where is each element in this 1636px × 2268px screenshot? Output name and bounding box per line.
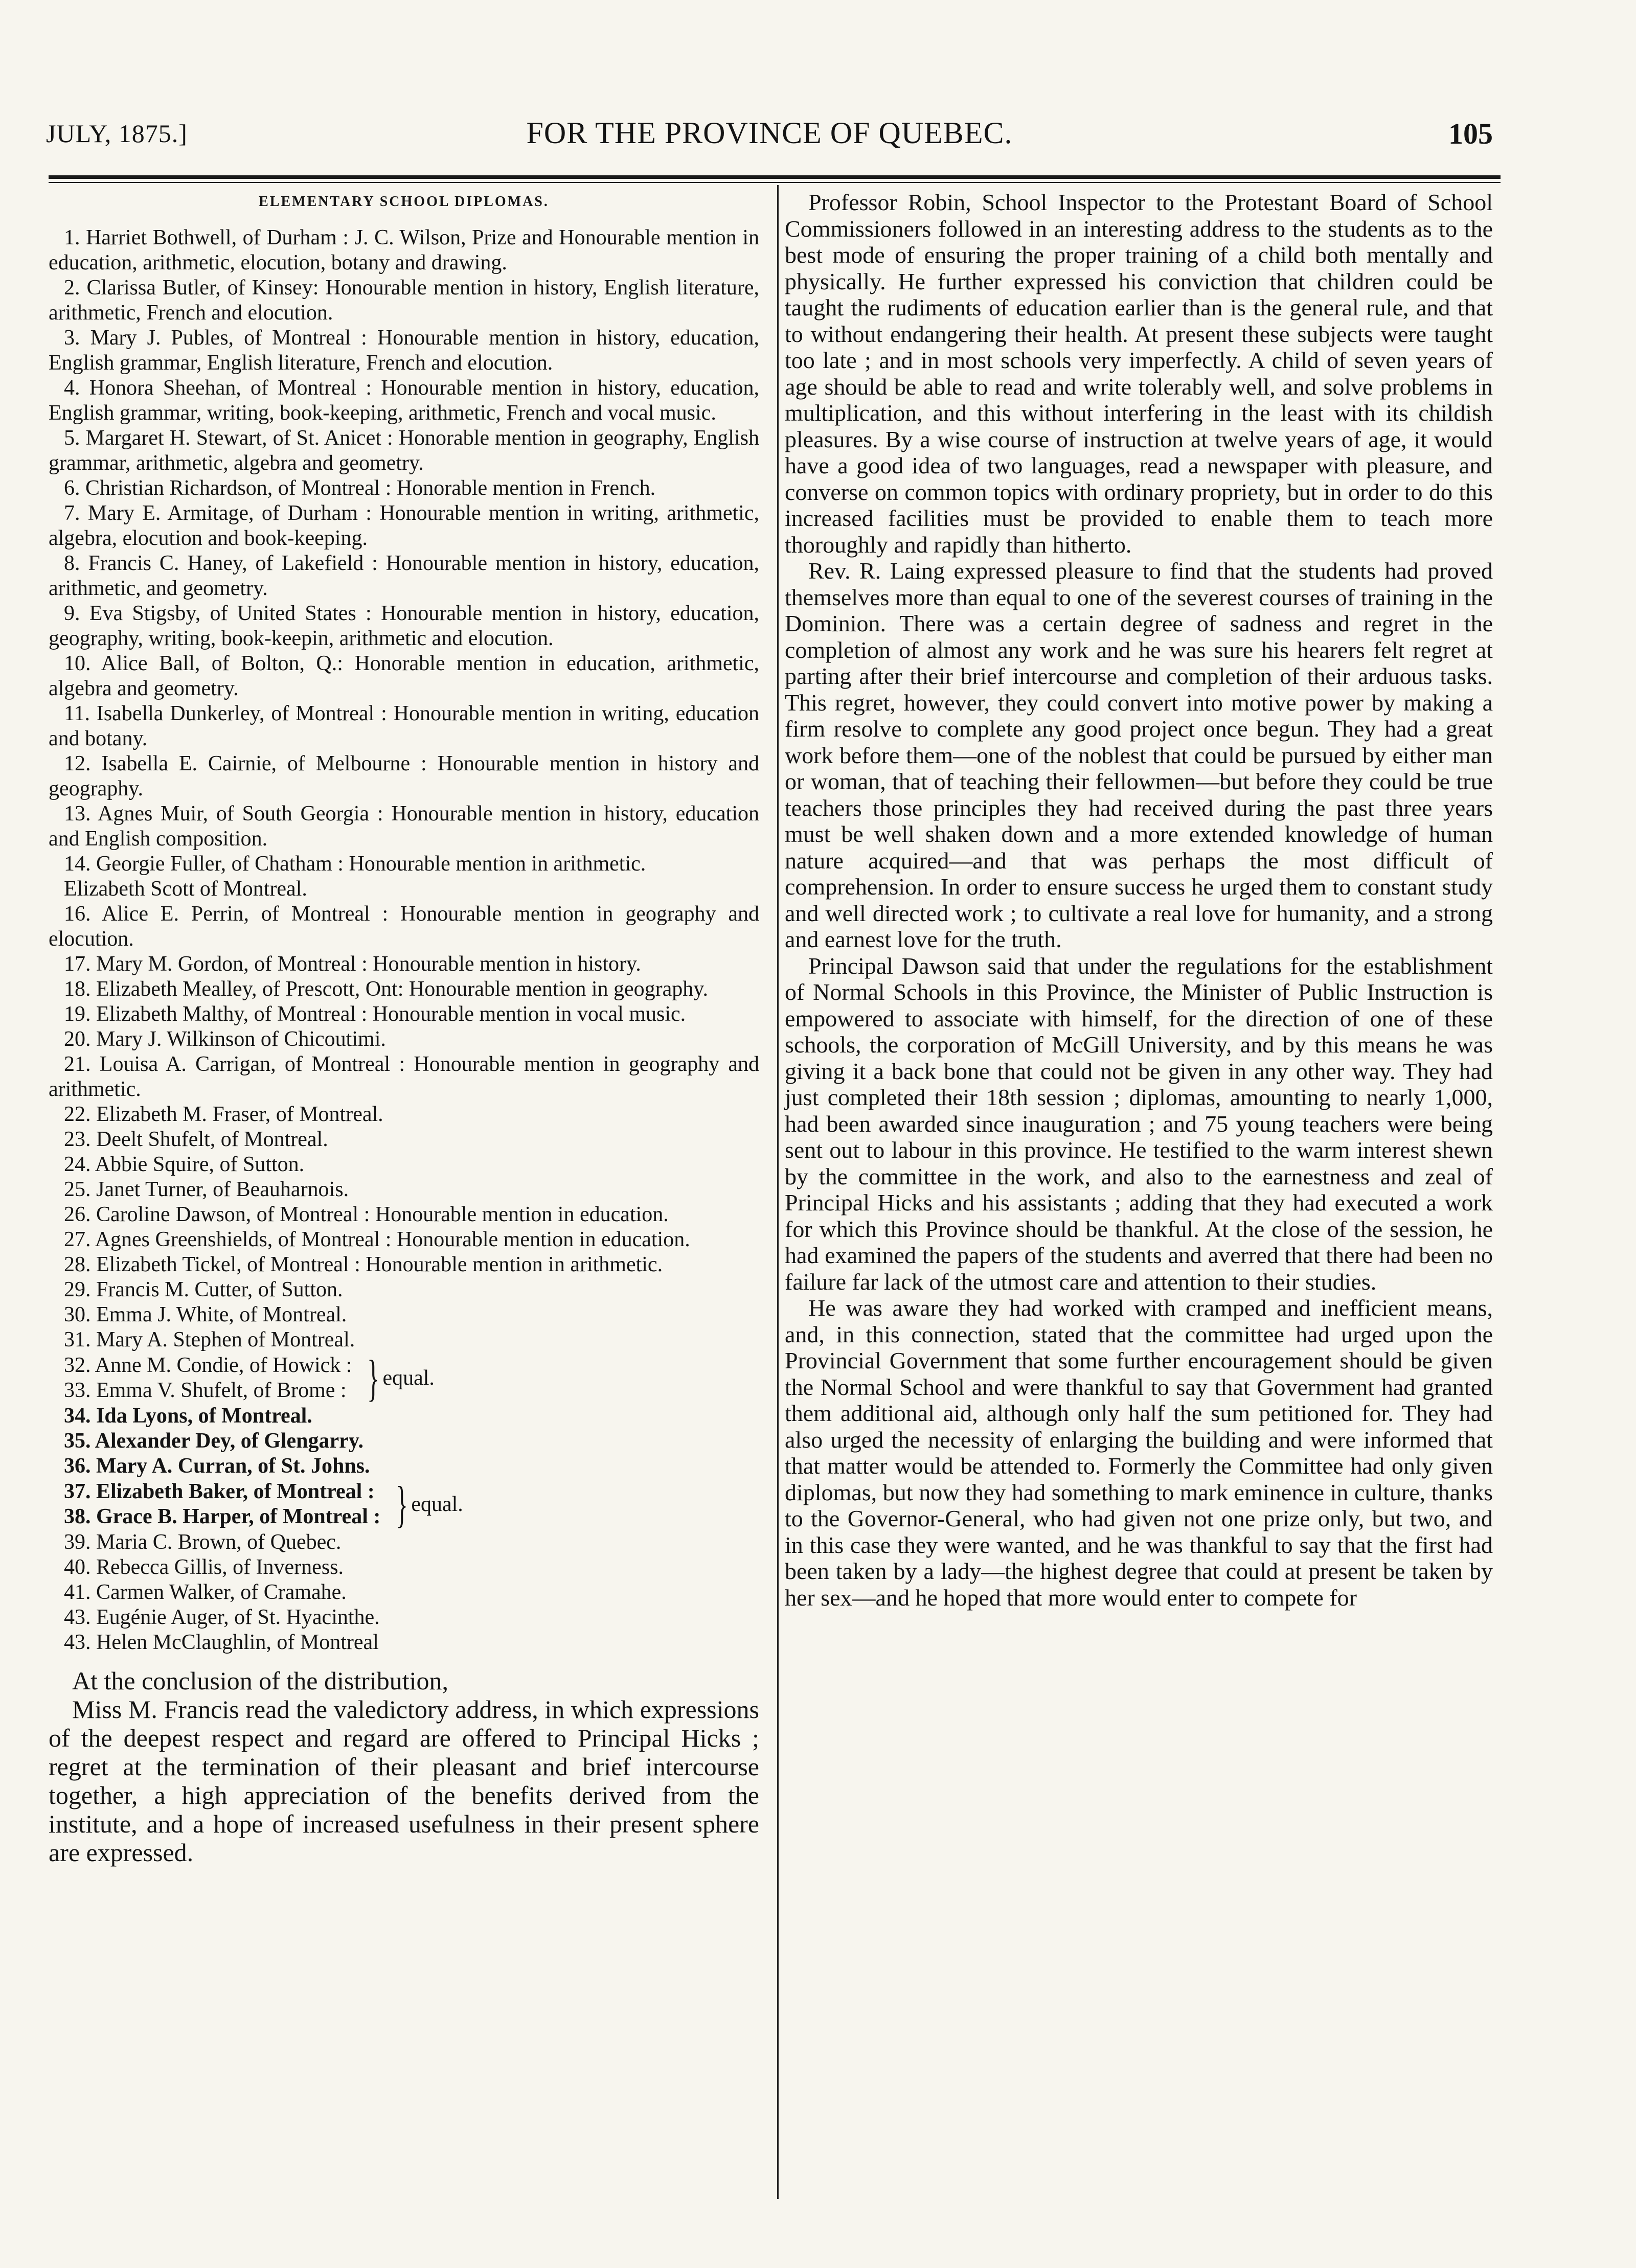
diploma-entry: 8. Francis C. Haney, of Lakefield : Honourable mention in history, education, arithmetic, and geometry. (49, 552, 759, 600)
header-rule-thin (49, 182, 1501, 183)
brace-icon: } (396, 1476, 408, 1532)
diploma-entry: 20. Mary J. Wilkinson of Chicoutimi. (64, 1027, 386, 1051)
diploma-entry: 33. Emma V. Shufelt, of Brome : (64, 1379, 347, 1402)
page-header (46, 113, 1493, 154)
diploma-entry: 19. Elizabeth Malthy, of Montreal : Honourable mention in vocal music. (64, 1002, 686, 1026)
diploma-entry: 6. Christian Richardson, of Montreal : Honorable mention in French. (64, 476, 656, 500)
report-paragraphs (785, 189, 1493, 1611)
page-number: 105 (1448, 117, 1493, 150)
valedictory-paragraph: Miss M. Francis read the valedictory address, in which expressions of the deepest respect and regard are offered to Principal Hicks ; regret at the termination of their pleasant and brief intercourse together, a high appreciation of the benefits derived from the institute, and a hope of increased usefulness in their present sphere are expressed. (49, 1695, 759, 1867)
diploma-entry: 40. Rebecca Gillis, of Inverness. (64, 1555, 344, 1579)
diploma-entry: 36. Mary A. Curran, of St. Johns. (64, 1454, 370, 1478)
diploma-entry: 30. Emma J. White, of Montreal. (64, 1303, 347, 1326)
diploma-entry: 41. Carmen Walker, of Cramahe. (64, 1580, 347, 1604)
header-rule-thick (49, 175, 1501, 179)
diploma-entry: 24. Abbie Squire, of Sutton. (64, 1153, 305, 1176)
diploma-list (49, 225, 759, 1353)
diploma-entry: 43. Eugénie Auger, of St. Hyacinthe. (64, 1606, 380, 1629)
left-column (49, 189, 759, 1867)
diploma-entry: 26. Caroline Dawson, of Montreal : Honourable mention in education. (64, 1203, 669, 1226)
equal-group-2 (49, 1476, 759, 1532)
diploma-entry: 7. Mary E. Armitage, of Durham : Honourable mention in writing, arithmetic, algebra, elocution and book-keeping. (49, 501, 759, 550)
issue-date: JULY, 1875.] (46, 119, 188, 148)
report-paragraph: Rev. R. Laing expressed pleasure to find that the students had proved themselves more than equal to one of the severest courses of training in the Dominion. There was a certain degree of sadness and regret in the completion of almost any work and he was sure his hearers felt regret at parting after their brief intercourse and completion of their arduous tasks. This regret, however, they could convert into motive power by making a firm resolve to complete any good project once begun. They had a great work before them—one of the noblest that could be pursued by either man or woman, that of teaching their fellowmen—but before they could be true teachers those principles they had received during the past three years must be well shaken down and a more extended knowledge of human nature acquired—and that was perhaps the most difficult of comprehension. In order to ensure success he urged them to constant study and well directed work ; to cultivate a real love for humanity, and a strong and earnest love for the truth. (785, 558, 1493, 952)
diploma-entry: 43. Helen McClaughlin, of Montreal (64, 1631, 379, 1654)
diploma-entry: 31. Mary A. Stephen of Montreal. (64, 1328, 355, 1351)
diploma-entry: 2. Clarissa Butler, of Kinsey: Honourable mention in history, English literature, arithmetic, French and elocution. (49, 276, 759, 325)
diploma-entry: 5. Margaret H. Stewart, of St. Anicet : Honorable mention in geography, English grammar, arithmetic, algebra and geometry. (49, 426, 759, 475)
diploma-entry: 22. Elizabeth M. Fraser, of Montreal. (64, 1103, 383, 1126)
diploma-entry: 11. Isabella Dunkerley, of Montreal : Honourable mention in writing, education and botany. (49, 702, 759, 750)
diploma-entry: 38. Grace B. Harper, of Montreal : (64, 1505, 381, 1528)
diploma-entry: 23. Deelt Shufelt, of Montreal. (64, 1128, 328, 1151)
diploma-entry: 37. Elizabeth Baker, of Montreal : (64, 1480, 375, 1503)
diploma-entry: 32. Anne M. Condie, of Howick : (64, 1354, 352, 1377)
diploma-entry: 9. Eva Stigsby, of United States : Honourable mention in history, education, geography, writing, book-keepin, arithmetic and elocution. (49, 602, 759, 650)
diploma-entry: 10. Alice Ball, of Bolton, Q.: Honorable mention in education, arithmetic, algebra and geometry. (49, 652, 759, 700)
running-title: FOR THE PROVINCE OF QUEBEC. (526, 116, 1013, 150)
diploma-entry: 21. Louisa A. Carrigan, of Montreal : Honourable mention in geography and arithmetic. (49, 1052, 759, 1101)
diploma-entry: 1. Harriet Bothwell, of Durham : J. C. Wilson, Prize and Honourable mention in education, arithmetic, elocution, botany and drawing. (49, 226, 759, 274)
equal-label: equal. (382, 1366, 435, 1390)
diploma-entry: 17. Mary M. Gordon, of Montreal : Honourable mention in history. (64, 952, 641, 976)
diploma-entry: Elizabeth Scott of Montreal. (64, 877, 307, 901)
brace-icon: } (367, 1349, 380, 1406)
diploma-entry: 35. Alexander Dey, of Glengarry. (64, 1429, 364, 1453)
column-divider (777, 185, 779, 2199)
diploma-list-end (49, 1530, 759, 1655)
diploma-entry: 39. Maria C. Brown, of Quebec. (64, 1530, 342, 1554)
diploma-entry: 28. Elizabeth Tickel, of Montreal : Honourable mention in arithmetic. (64, 1253, 663, 1276)
report-paragraph: Professor Robin, School Inspector to the Protestant Board of School Commissioners followed in an interesting address to the students as to the best mode of ensuring the proper training of a child both mentally and physically. He further expressed his conviction that children could be taught the rudiments of education earlier than is the general rule, and that to without endangering their health. At present these subjects were taught too late ; and in most schools very imperfectly. A child of seven years of age should be able to read and write tolerably well, and solve problems in multiplication, and this without interfering in the least with its childish pleasures. By a wise course of instruction at twelve years of age, it would have a good idea of two languages, read a newspaper with pleasure, and converse on common topics with ordinary propriety, but in order to do this increased facilities must be provided to enable them to teach more thoroughly and rapidly than hitherto. (785, 189, 1493, 558)
diploma-list-mid (49, 1404, 759, 1479)
report-paragraph: He was aware they had worked with cramped and inefficient means, and, in this connection, stated that the committee had urged upon the Provincial Government that some further encouragement should be given the Normal School and were thankful to say that Government had granted them additional aid, although only half the sum petitioned for. They had also urged the necessity of enlarging the building and were informed that that matter would be attended to. Formerly the Committee had only given diplomas, but now they had something to mark eminence in culture, thanks to the Governor-General, who had given not one prize only, but two, and in this case they were wanted, and he was thankful to say that the first had been taken by a lady—the highest degree that could at present be taken by her sex—and he hoped that more would enter to compete for (785, 1295, 1493, 1611)
diploma-entry: 3. Mary J. Publes, of Montreal : Honourable mention in history, education, English grammar, English literature, French and elocution. (49, 326, 759, 375)
diploma-entry: 29. Francis M. Cutter, of Sutton. (64, 1278, 343, 1301)
diploma-entry: 14. Georgie Fuller, of Chatham : Honourable mention in arithmetic. (64, 852, 646, 876)
diploma-entry: 34. Ida Lyons, of Montreal. (64, 1404, 312, 1428)
conclusion-block (49, 1666, 759, 1867)
conclusion-intro: At the conclusion of the distribution, (72, 1666, 449, 1695)
diploma-entry: 4. Honora Sheehan, of Montreal : Honourable mention in history, education, English grammar, writing, book-keeping, arithmetic, French and vocal music. (49, 376, 759, 425)
equal-group-1 (49, 1349, 759, 1406)
right-column (785, 189, 1493, 1611)
diploma-entry: 12. Isabella E. Cairnie, of Melbourne : Honourable mention in history and geography. (49, 752, 759, 800)
diploma-entry: 16. Alice E. Perrin, of Montreal : Honourable mention in geography and elocution. (49, 902, 759, 951)
diploma-entry: 18. Elizabeth Mealley, of Prescott, Ont: Honourable mention in geography. (64, 977, 709, 1001)
diploma-entry: 13. Agnes Muir, of South Georgia : Honourable mention in history, education and English composition. (49, 802, 759, 851)
section-heading: ELEMENTARY SCHOOL DIPLOMAS. (259, 194, 549, 210)
report-paragraph: Principal Dawson said that under the regulations for the establishment of Normal Schools in this Province, the Minister of Public Instruction is empowered to associate with himself, for the direction of one of these schools, the corporation of McGill University, and by this means he was giving it a back bone that could not be given in any other way. They had just completed their 18th session ; diplomas, amounting to nearly 1,000, had been awarded since inauguration ; and 75 young teachers were being sent out to labour in this province. He testified to the warm interest shewn by the committee in the work, and also to the earnestness and zeal of Principal Hicks and his assistants ; adding that they had executed a work for which this Province should be thankful. At the close of the session, he had examined the papers of the students and averred that there had been no failure far lack of the utmost care and attention to their studies. (785, 952, 1493, 1295)
diploma-entry: 27. Agnes Greenshields, of Montreal : Honourable mention in education. (64, 1228, 690, 1251)
diploma-entry: 25. Janet Turner, of Beauharnois. (64, 1178, 349, 1201)
equal-label: equal. (411, 1492, 463, 1516)
